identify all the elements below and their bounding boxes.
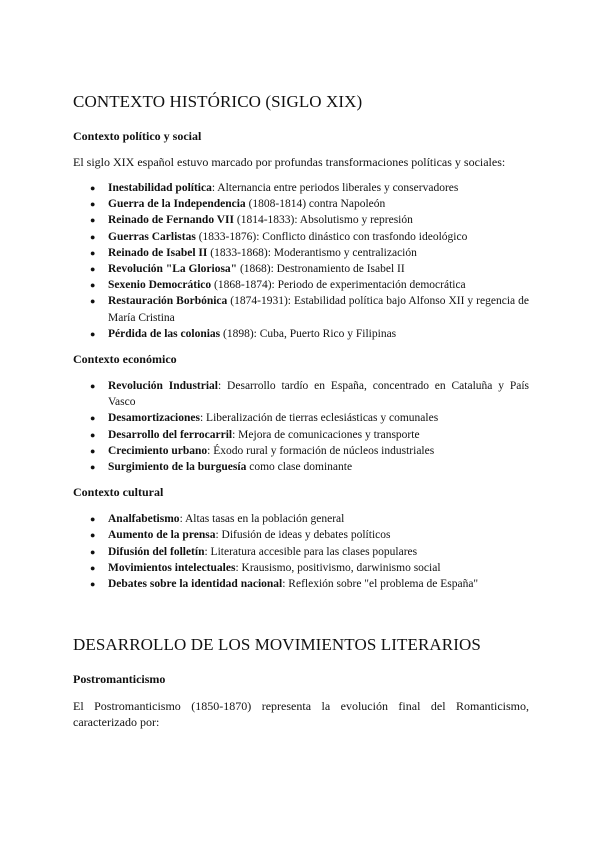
list-item-description: : Mejora de comunicaciones y transporte (232, 428, 420, 441)
bullet-icon: ● (90, 199, 96, 210)
list-item-description: : Altas tasas en la población general (179, 513, 345, 526)
document-content (73, 92, 529, 730)
bullet-icon: ● (90, 231, 96, 242)
list-item (73, 212, 529, 228)
list-item (73, 443, 529, 459)
bullet-icon: ● (90, 247, 96, 258)
bullet-icon: ● (90, 562, 96, 573)
list-item-term: Desarrollo del ferrocarril (108, 428, 233, 441)
list-item (73, 293, 529, 325)
list-item-description: : Krausismo, positivismo, darwinismo social (235, 561, 441, 574)
list-item-term: Revolución "La Gloriosa" (108, 263, 238, 276)
list-item-description: (1814-1833): Absolutismo y represión (234, 214, 413, 227)
bullet-icon: ● (90, 215, 96, 226)
list-item-description: como clase dominante (246, 461, 353, 474)
list-item (73, 245, 529, 261)
bullet-icon: ● (90, 328, 96, 339)
list-item (73, 196, 529, 212)
list-item (73, 180, 529, 196)
bullet-icon: ● (90, 264, 96, 275)
list-item (73, 229, 529, 245)
postromanticism-intro-paragraph: El Postromanticismo (1850-1870) representa la evolución final del Romanticismo, caracterizado por: (73, 699, 529, 730)
list-item-term: Reinado de Isabel II (108, 246, 208, 259)
list-item-term: Debates sobre la identidad nacional (108, 578, 283, 591)
list-item-term: Pérdida de las colonias (108, 327, 221, 340)
list-item-description: (1808-1814) contra Napoleón (245, 198, 386, 211)
list-item-description: (1833-1868): Moderantismo y centralización (207, 246, 417, 259)
subsection-heading-cultural: Contexto cultural (73, 485, 164, 500)
subsection-heading-political: Contexto político y social (73, 129, 202, 143)
list-item-description: (1868-1874): Periodo de experimentación democrática (211, 279, 466, 292)
section-title-literary-movements: DESARROLLO DE LOS MOVIMIENTOS LITERARIOS (73, 635, 481, 655)
list-item-description: : Alternancia entre periodos liberales y conservadores (211, 182, 459, 194)
list-item-description: : Difusión de ideas y debates políticos (215, 529, 391, 542)
list-item-term: Movimientos intelectuales (108, 561, 236, 574)
bullet-icon: ● (90, 381, 96, 392)
bullet-icon: ● (90, 413, 96, 424)
list-item (73, 511, 529, 527)
list-item-description: : Liberalización de tierras eclesiásticas y comunales (199, 412, 439, 425)
list-item-description: : Literatura accesible para las clases populares (204, 545, 418, 558)
bullet-icon: ● (90, 514, 96, 525)
list-item (73, 326, 529, 342)
bullet-icon: ● (90, 546, 96, 557)
list-item-description: : Reflexión sobre "el problema de España" (282, 578, 479, 591)
list-item (73, 410, 529, 426)
list-item (73, 277, 529, 293)
list-item-term: Crecimiento urbano (108, 444, 208, 457)
list-item (73, 527, 529, 543)
bullet-icon: ● (90, 429, 96, 440)
bullet-icon: ● (90, 445, 96, 456)
bullet-icon: ● (90, 296, 96, 307)
list-item (73, 378, 529, 410)
list-item-term: Guerras Carlistas (108, 230, 196, 243)
political-intro-paragraph: El siglo XIX español estuvo marcado por profundas transformaciones políticas y sociales: (73, 155, 506, 169)
list-item-term: Aumento de la prensa (108, 529, 216, 542)
section-title-historical-context: CONTEXTO HISTÓRICO (SIGLO XIX) (73, 92, 363, 111)
list-item-term: Analfabetismo (108, 513, 180, 526)
bullet-icon: ● (90, 280, 96, 291)
list-item-term: Desamortizaciones (108, 412, 200, 425)
list-item (73, 459, 529, 475)
list-item (73, 544, 529, 560)
list-item-term: Revolución Industrial (108, 380, 219, 393)
political-list (73, 180, 529, 342)
economic-list (73, 378, 529, 475)
list-item-description: (1833-1876): Conflicto dinástico con trasfondo ideológico (195, 230, 468, 243)
list-item-description: : Desarrollo tardío en España, concentrado en Cataluña y País Vasco (108, 380, 529, 409)
bullet-icon: ● (90, 183, 96, 193)
bullet-icon: ● (90, 530, 96, 541)
list-item (73, 427, 529, 443)
list-item-term: Reinado de Fernando VII (108, 214, 234, 227)
cultural-list (73, 511, 529, 592)
list-item (73, 560, 529, 576)
list-item-term: Sexenio Democrático (108, 279, 212, 292)
list-item-description: (1898): Cuba, Puerto Rico y Filipinas (220, 327, 397, 340)
list-item (73, 261, 529, 277)
list-item-description: (1874-1931): Estabilidad política bajo Alfonso XII y regencia de María Cristina (108, 295, 529, 324)
list-item-term: Surgimiento de la burguesía (108, 461, 247, 474)
list-item-term: Inestabilidad política (108, 182, 212, 194)
list-item-term: Restauración Borbónica (108, 295, 228, 308)
list-item-term: Difusión del folletín (108, 545, 205, 558)
list-item-term: Guerra de la Independencia (108, 198, 246, 211)
list-item-description: : Éxodo rural y formación de núcleos industriales (207, 444, 435, 457)
subsection-heading-economic: Contexto económico (73, 352, 177, 367)
bullet-icon: ● (90, 579, 96, 590)
bullet-icon: ● (90, 462, 96, 473)
list-item-description: (1868): Destronamiento de Isabel II (237, 263, 405, 276)
subsection-heading-postromanticism: Postromanticismo (73, 672, 166, 687)
list-item (73, 576, 529, 592)
